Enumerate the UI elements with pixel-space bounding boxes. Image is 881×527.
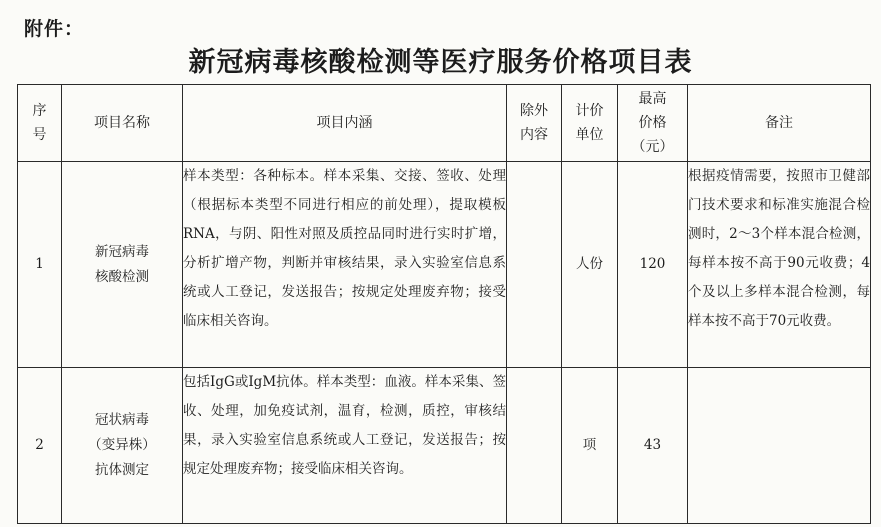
row-name: 冠状病毒 （变异株） 抗体测定 bbox=[62, 368, 183, 524]
col-header-seq: 序 号 bbox=[18, 85, 62, 162]
row-note bbox=[688, 368, 871, 524]
col-header-content: 项目内涵 bbox=[183, 85, 507, 162]
row-name: 新冠病毒 核酸检测 bbox=[62, 162, 183, 368]
col-header-name: 项目名称 bbox=[62, 85, 183, 162]
table-row bbox=[18, 368, 871, 524]
row-unit: 项 bbox=[562, 368, 618, 524]
col-header-price: 最高 价格 （元） bbox=[618, 85, 688, 162]
row-excluded bbox=[507, 162, 562, 368]
row-price: 120 bbox=[618, 162, 688, 368]
row-content: 包括IgG或IgM抗体。样本类型：血液。样本采集、签收、处理，加免疫试剂，温育，检测，质控，审核结果，录入实验室信息系统或人工登记，发送报告；按规定处理废弃物；接受临床相关咨询。 bbox=[183, 368, 507, 524]
row-excluded bbox=[507, 368, 562, 524]
col-header-unit: 计价 单位 bbox=[562, 85, 618, 162]
price-table bbox=[17, 84, 871, 524]
document-title: 新冠病毒核酸检测等医疗服务价格项目表 bbox=[188, 47, 693, 78]
table-row bbox=[18, 162, 871, 368]
row-seq: 1 bbox=[18, 162, 62, 368]
attachment-label: 附件： bbox=[24, 18, 85, 40]
row-price: 43 bbox=[618, 368, 688, 524]
header-row bbox=[18, 85, 871, 162]
row-note: 根据疫情需要，按照市卫健部门技术要求和标准实施混合检测时，2～3个样本混合检测，每样本按不高于90元收费；4个及以上多样本混合检测，每样本按不高于70元收费。 bbox=[688, 162, 871, 368]
col-header-note: 备注 bbox=[688, 85, 871, 162]
row-content: 样本类型：各种标本。样本采集、交接、签收、处理（根据标本类型不同进行相应的前处理），提取模板RNA，与阴、阳性对照及质控品同时进行实时扩增，分析扩增产物，判断并审核结果，录入实验室信息系统或人工登记，发送报告；按规定处理废弃物；接受临床相关咨询。 bbox=[183, 162, 507, 368]
row-unit: 人份 bbox=[562, 162, 618, 368]
row-seq: 2 bbox=[18, 368, 62, 524]
col-header-excluded: 除外 内容 bbox=[507, 85, 562, 162]
